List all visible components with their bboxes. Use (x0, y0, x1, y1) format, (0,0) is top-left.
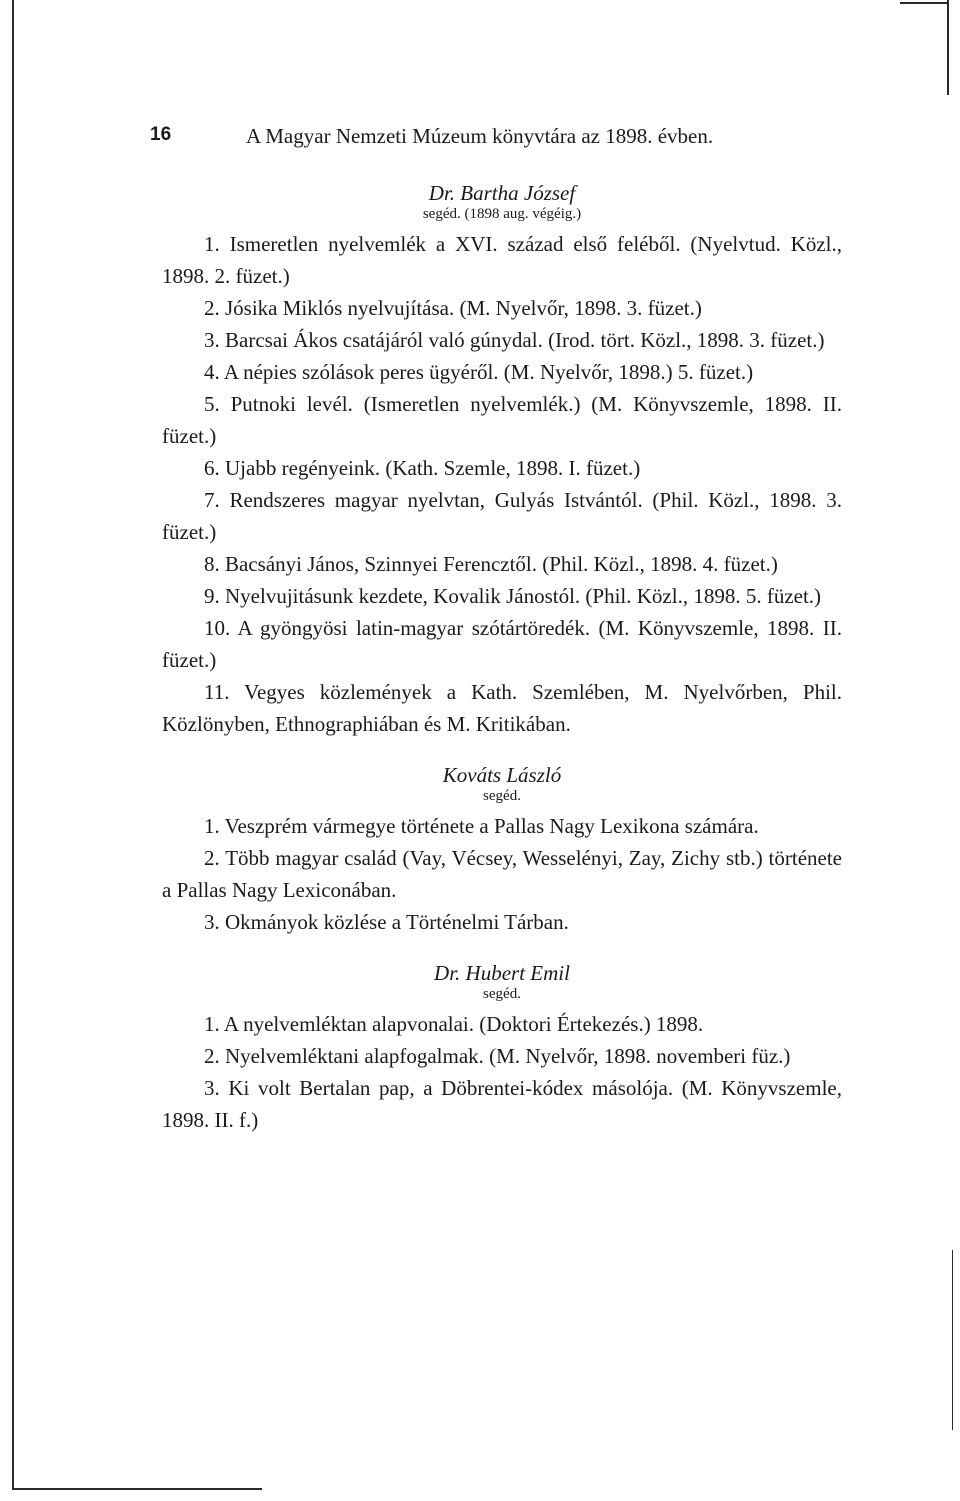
section-person-role: segéd. (1898 aug. végéig.) (422, 206, 582, 222)
running-title: A Magyar Nemzeti Múzeum könyvtára az 1898. évben. (246, 124, 714, 148)
list-item: 1. Ismeretlen nyelvemlék a XVI. század első feléből. (Nyelvtud. Közl., 1898. 2. füzet.) (162, 232, 842, 288)
list-item: 1. Veszprém vármegye története a Pallas Nagy Lexikona számára. (204, 814, 759, 838)
list-item: 3. Ki volt Bertalan pap, a Döbrentei-kódex másolója. (M. Könyvszemle, 1898. II. f.) (162, 1076, 842, 1132)
list-item: 11. Vegyes közlemények a Kath. Szemlében, M. Nyelvőrben, Phil. Közlönyben, Ethnographiában és M. Kritikában. (162, 680, 842, 736)
scan-edge-bottom (12, 1488, 262, 1490)
list-item: 4. A népies szólások peres ügyéről. (M. Nyelvőr, 1898.) 5. füzet.) (204, 360, 754, 384)
list-item: 2. Jósika Miklós nyelvujítása. (M. Nyelvőr, 1898. 3. füzet.) (204, 296, 702, 320)
section-bartha (162, 180, 842, 740)
list-item: 9. Nyelvujitásunk kezdete, Kovalik Jánostól. (Phil. Közl., 1898. 5. füzet.) (204, 584, 822, 608)
list-item: 5. Putnoki levél. (Ismeretlen nyelvemlék.) (M. Könyvszemle, 1898. II. füzet.) (162, 392, 842, 448)
list-item: 2. Nyelvemléktani alapfogalmak. (M. Nyelvőr, 1898. novemberi füz.) (204, 1044, 791, 1068)
scan-edge-right (947, 0, 949, 95)
section-kovats (162, 762, 842, 938)
list-item: 6. Ujabb regényeink. (Kath. Szemle, 1898. I. füzet.) (204, 456, 641, 480)
section-person-name: Dr. Bartha József (428, 181, 576, 205)
list-item: 3. Barcsai Ákos csatájáról való gúnydal. (Irod. tört. Közl., 1898. 3. füzet.) (204, 328, 825, 352)
section-hubert (162, 960, 842, 1136)
list-item: 2. Több magyar család (Vay, Vécsey, Wesselényi, Zay, Zichy stb.) története a Pallas Nagy Lexiconában. (162, 846, 842, 902)
list-item: 10. A gyöngyösi latin-magyar szótártöredék. (M. Könyvszemle, 1898. II. füzet.) (162, 616, 842, 672)
scan-edge-right-lower (952, 1250, 953, 1430)
page-body (162, 180, 842, 1136)
section-person-name: Kováts László (442, 763, 562, 787)
scan-edge-left (12, 0, 14, 1490)
scan-edge-top-right (900, 2, 949, 4)
list-item: 7. Rendszeres magyar nyelvtan, Gulyás Istvántól. (Phil. Közl., 1898. 3. füzet.) (162, 488, 842, 544)
section-person-role: segéd. (483, 788, 521, 804)
list-item: 3. Okmányok közlése a Történelmi Tárban. (204, 910, 569, 934)
section-person-name: Dr. Hubert Emil (434, 961, 570, 985)
section-person-role: segéd. (483, 986, 521, 1002)
page-number: 16 (150, 124, 172, 145)
list-item: 8. Bacsányi János, Szinnyei Ferencztől. (Phil. Közl., 1898. 4. füzet.) (204, 552, 778, 576)
list-item: 1. A nyelvemléktan alapvonalai. (Doktori Értekezés.) 1898. (204, 1012, 704, 1036)
